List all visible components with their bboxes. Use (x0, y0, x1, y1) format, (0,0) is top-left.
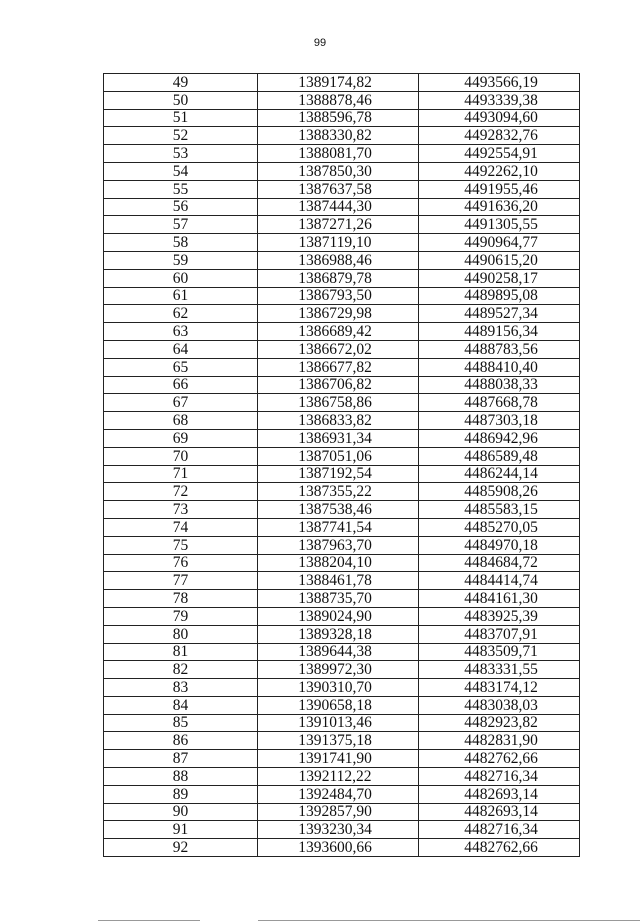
table-row (104, 465, 580, 483)
x-coordinate-cell: 1386833,82 (258, 412, 419, 430)
x-coordinate-cell: 1389972,30 (258, 661, 419, 679)
x-coordinate-cell: 1388735,70 (258, 590, 419, 608)
y-coordinate-cell: 4492832,76 (419, 127, 580, 145)
x-coordinate-cell: 1393230,34 (258, 821, 419, 839)
x-coordinate-cell: 1388461,78 (258, 572, 419, 590)
x-coordinate-cell: 1389328,18 (258, 625, 419, 643)
y-coordinate-cell: 4491955,46 (419, 180, 580, 198)
table-row (104, 447, 580, 465)
coordinates-table-body (104, 74, 580, 857)
x-coordinate-cell: 1387637,58 (258, 180, 419, 198)
y-coordinate-cell: 4483509,71 (419, 643, 580, 661)
y-coordinate-cell: 4490258,17 (419, 269, 580, 287)
point-number-cell: 83 (104, 679, 258, 697)
point-number-cell: 86 (104, 732, 258, 750)
point-number-cell: 72 (104, 483, 258, 501)
point-number-cell: 84 (104, 696, 258, 714)
x-coordinate-cell: 1387741,54 (258, 518, 419, 536)
point-number-cell: 76 (104, 554, 258, 572)
y-coordinate-cell: 4490615,20 (419, 251, 580, 269)
point-number-cell: 66 (104, 376, 258, 394)
x-coordinate-cell: 1391013,46 (258, 714, 419, 732)
point-number-cell: 85 (104, 714, 258, 732)
point-number-cell: 91 (104, 821, 258, 839)
table-row (104, 376, 580, 394)
table-row (104, 127, 580, 145)
table-row (104, 679, 580, 697)
point-number-cell: 58 (104, 234, 258, 252)
x-coordinate-cell: 1387355,22 (258, 483, 419, 501)
table-row (104, 572, 580, 590)
point-number-cell: 75 (104, 536, 258, 554)
point-number-cell: 60 (104, 269, 258, 287)
x-coordinate-cell: 1387051,06 (258, 447, 419, 465)
table-row (104, 821, 580, 839)
point-number-cell: 63 (104, 323, 258, 341)
y-coordinate-cell: 4482831,90 (419, 732, 580, 750)
coordinates-table (103, 73, 580, 857)
table-row (104, 554, 580, 572)
table-row (104, 162, 580, 180)
point-number-cell: 77 (104, 572, 258, 590)
y-coordinate-cell: 4489527,34 (419, 305, 580, 323)
point-number-cell: 71 (104, 465, 258, 483)
x-coordinate-cell: 1390310,70 (258, 679, 419, 697)
y-coordinate-cell: 4487303,18 (419, 412, 580, 430)
point-number-cell: 67 (104, 394, 258, 412)
x-coordinate-cell: 1386689,42 (258, 323, 419, 341)
y-coordinate-cell: 4489895,08 (419, 287, 580, 305)
point-number-cell: 82 (104, 661, 258, 679)
point-number-cell: 49 (104, 74, 258, 92)
y-coordinate-cell: 4488038,33 (419, 376, 580, 394)
y-coordinate-cell: 4483174,12 (419, 679, 580, 697)
table-row (104, 536, 580, 554)
table-row (104, 394, 580, 412)
y-coordinate-cell: 4491305,55 (419, 216, 580, 234)
y-coordinate-cell: 4486589,48 (419, 447, 580, 465)
table-row (104, 501, 580, 519)
table-row (104, 234, 580, 252)
x-coordinate-cell: 1386758,86 (258, 394, 419, 412)
point-number-cell: 56 (104, 198, 258, 216)
x-coordinate-cell: 1387963,70 (258, 536, 419, 554)
x-coordinate-cell: 1387192,54 (258, 465, 419, 483)
y-coordinate-cell: 4485583,15 (419, 501, 580, 519)
x-coordinate-cell: 1389174,82 (258, 74, 419, 92)
point-number-cell: 92 (104, 839, 258, 857)
y-coordinate-cell: 4493094,60 (419, 109, 580, 127)
x-coordinate-cell: 1386931,34 (258, 429, 419, 447)
x-coordinate-cell: 1389644,38 (258, 643, 419, 661)
table-row (104, 661, 580, 679)
point-number-cell: 55 (104, 180, 258, 198)
y-coordinate-cell: 4483038,03 (419, 696, 580, 714)
table-row (104, 269, 580, 287)
x-coordinate-cell: 1386677,82 (258, 358, 419, 376)
y-coordinate-cell: 4490964,77 (419, 234, 580, 252)
table-row (104, 590, 580, 608)
y-coordinate-cell: 4489156,34 (419, 323, 580, 341)
table-row (104, 607, 580, 625)
table-row (104, 198, 580, 216)
x-coordinate-cell: 1388330,82 (258, 127, 419, 145)
y-coordinate-cell: 4484414,74 (419, 572, 580, 590)
point-number-cell: 61 (104, 287, 258, 305)
table-row (104, 91, 580, 109)
point-number-cell: 69 (104, 429, 258, 447)
y-coordinate-cell: 4482693,14 (419, 803, 580, 821)
point-number-cell: 62 (104, 305, 258, 323)
page-number: 99 (313, 37, 327, 49)
point-number-cell: 79 (104, 607, 258, 625)
point-number-cell: 88 (104, 768, 258, 786)
x-coordinate-cell: 1392112,22 (258, 768, 419, 786)
x-coordinate-cell: 1387271,26 (258, 216, 419, 234)
table-row (104, 412, 580, 430)
y-coordinate-cell: 4483331,55 (419, 661, 580, 679)
x-coordinate-cell: 1387850,30 (258, 162, 419, 180)
table-row (104, 750, 580, 768)
point-number-cell: 65 (104, 358, 258, 376)
x-coordinate-cell: 1387119,10 (258, 234, 419, 252)
y-coordinate-cell: 4484970,18 (419, 536, 580, 554)
point-number-cell: 73 (104, 501, 258, 519)
table-row (104, 323, 580, 341)
x-coordinate-cell: 1393600,66 (258, 839, 419, 857)
y-coordinate-cell: 4487668,78 (419, 394, 580, 412)
x-coordinate-cell: 1392857,90 (258, 803, 419, 821)
table-row (104, 251, 580, 269)
table-row (104, 625, 580, 643)
point-number-cell: 87 (104, 750, 258, 768)
table-row (104, 109, 580, 127)
table-row (104, 839, 580, 857)
y-coordinate-cell: 4484684,72 (419, 554, 580, 572)
x-coordinate-cell: 1388204,10 (258, 554, 419, 572)
y-coordinate-cell: 4491636,20 (419, 198, 580, 216)
table-row (104, 732, 580, 750)
point-number-cell: 90 (104, 803, 258, 821)
x-coordinate-cell: 1386672,02 (258, 340, 419, 358)
point-number-cell: 74 (104, 518, 258, 536)
table-row (104, 145, 580, 163)
table-row (104, 429, 580, 447)
y-coordinate-cell: 4482716,34 (419, 821, 580, 839)
table-row (104, 358, 580, 376)
y-coordinate-cell: 4482762,66 (419, 750, 580, 768)
y-coordinate-cell: 4486244,14 (419, 465, 580, 483)
y-coordinate-cell: 4482716,34 (419, 768, 580, 786)
y-coordinate-cell: 4483707,91 (419, 625, 580, 643)
x-coordinate-cell: 1387538,46 (258, 501, 419, 519)
table-row (104, 216, 580, 234)
point-number-cell: 53 (104, 145, 258, 163)
point-number-cell: 68 (104, 412, 258, 430)
table-row (104, 305, 580, 323)
y-coordinate-cell: 4488410,40 (419, 358, 580, 376)
point-number-cell: 50 (104, 91, 258, 109)
point-number-cell: 89 (104, 785, 258, 803)
point-number-cell: 70 (104, 447, 258, 465)
y-coordinate-cell: 4482923,82 (419, 714, 580, 732)
table-row (104, 180, 580, 198)
table-row (104, 803, 580, 821)
x-coordinate-cell: 1386706,82 (258, 376, 419, 394)
y-coordinate-cell: 4493339,38 (419, 91, 580, 109)
x-coordinate-cell: 1386729,98 (258, 305, 419, 323)
x-coordinate-cell: 1388081,70 (258, 145, 419, 163)
point-number-cell: 57 (104, 216, 258, 234)
x-coordinate-cell: 1392484,70 (258, 785, 419, 803)
point-number-cell: 64 (104, 340, 258, 358)
y-coordinate-cell: 4483925,39 (419, 607, 580, 625)
y-coordinate-cell: 4485908,26 (419, 483, 580, 501)
x-coordinate-cell: 1386879,78 (258, 269, 419, 287)
table-row (104, 696, 580, 714)
x-coordinate-cell: 1391741,90 (258, 750, 419, 768)
point-number-cell: 80 (104, 625, 258, 643)
y-coordinate-cell: 4484161,30 (419, 590, 580, 608)
table-row (104, 518, 580, 536)
point-number-cell: 54 (104, 162, 258, 180)
y-coordinate-cell: 4492262,10 (419, 162, 580, 180)
x-coordinate-cell: 1389024,90 (258, 607, 419, 625)
y-coordinate-cell: 4488783,56 (419, 340, 580, 358)
point-number-cell: 59 (104, 251, 258, 269)
y-coordinate-cell: 4493566,19 (419, 74, 580, 92)
table-row (104, 768, 580, 786)
table-row (104, 714, 580, 732)
point-number-cell: 52 (104, 127, 258, 145)
table-row (104, 483, 580, 501)
y-coordinate-cell: 4486942,96 (419, 429, 580, 447)
point-number-cell: 81 (104, 643, 258, 661)
table-row (104, 287, 580, 305)
y-coordinate-cell: 4482693,14 (419, 785, 580, 803)
y-coordinate-cell: 4485270,05 (419, 518, 580, 536)
point-number-cell: 51 (104, 109, 258, 127)
y-coordinate-cell: 4492554,91 (419, 145, 580, 163)
x-coordinate-cell: 1386988,46 (258, 251, 419, 269)
x-coordinate-cell: 1390658,18 (258, 696, 419, 714)
x-coordinate-cell: 1387444,30 (258, 198, 419, 216)
table-row (104, 785, 580, 803)
table-row (104, 643, 580, 661)
x-coordinate-cell: 1386793,50 (258, 287, 419, 305)
x-coordinate-cell: 1388596,78 (258, 109, 419, 127)
x-coordinate-cell: 1388878,46 (258, 91, 419, 109)
table-row (104, 340, 580, 358)
table-row (104, 74, 580, 92)
point-number-cell: 78 (104, 590, 258, 608)
y-coordinate-cell: 4482762,66 (419, 839, 580, 857)
x-coordinate-cell: 1391375,18 (258, 732, 419, 750)
